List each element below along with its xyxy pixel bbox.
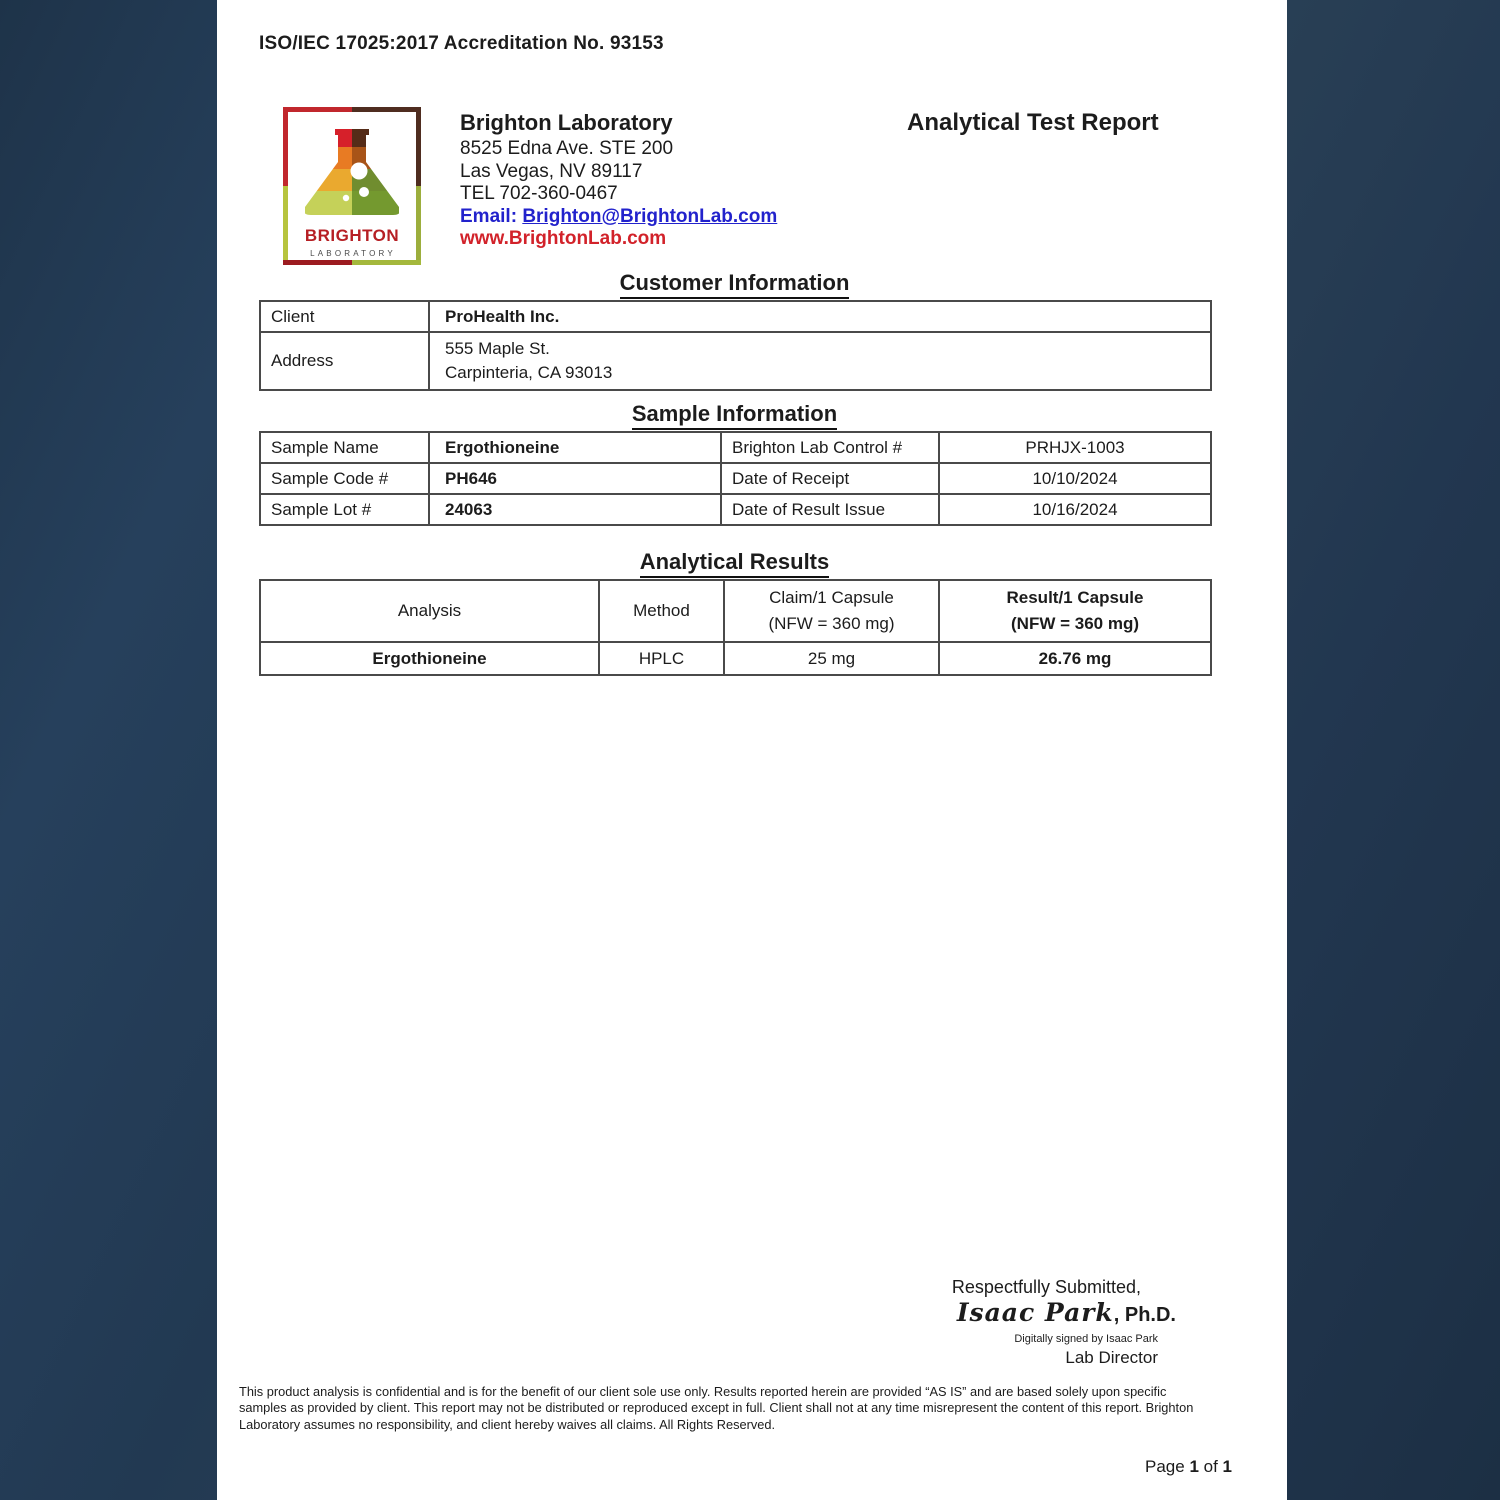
results-header-row: [260, 580, 1211, 642]
claim-header-line2: (NFW = 360 mg): [768, 614, 895, 633]
lab-address-line2: Las Vegas, NV 89117: [460, 160, 643, 182]
analysis-header: Analysis: [260, 580, 599, 642]
sample-name-label: Sample Name: [260, 432, 429, 463]
signature-name-line: [818, 1298, 1176, 1332]
lab-contact-block: [460, 110, 777, 251]
table-row: [260, 463, 1211, 494]
client-value: ProHealth Inc.: [429, 301, 1211, 332]
customer-info-table: [259, 300, 1212, 391]
table-row: [260, 432, 1211, 463]
sample-lot-label: Sample Lot #: [260, 494, 429, 525]
result-header-line1: Result/1 Capsule: [1006, 588, 1144, 607]
sample-code-label: Sample Code #: [260, 463, 429, 494]
claim-header: [724, 580, 939, 642]
submitted-text: Respectfully Submitted,: [951, 1277, 1141, 1297]
sample-code-value: PH646: [429, 463, 721, 494]
website-link[interactable]: www.BrightonLab.com: [460, 228, 667, 249]
report-page: [217, 0, 1287, 1500]
method-value: HPLC: [599, 642, 724, 675]
sample-name-value: Ergothioneine: [429, 432, 721, 463]
page-current: 1: [1189, 1457, 1199, 1476]
analytical-results-table: [259, 579, 1212, 676]
accreditation-header: ISO/IEC 17025:2017 Accreditation No. 93153: [259, 33, 664, 54]
claim-value: 25 mg: [724, 642, 939, 675]
address-value-line1: 555 Maple St.: [445, 339, 550, 358]
date-issue-label: Date of Result Issue: [721, 494, 939, 525]
lab-phone: TEL 702-360-0467: [460, 183, 618, 204]
date-issue-value: 10/16/2024: [939, 494, 1211, 525]
analysis-value: Ergothioneine: [260, 642, 599, 675]
lab-email-line: [460, 206, 777, 229]
lab-director-title: Lab Director: [1065, 1348, 1158, 1367]
client-label: Client: [260, 301, 429, 332]
digital-signature-note: Digitally signed by Isaac Park: [1014, 1333, 1158, 1345]
logo-sub-text: LABORATORY: [310, 249, 396, 258]
lab-control-label: Brighton Lab Control #: [721, 432, 939, 463]
table-row: [260, 332, 1211, 390]
signature-script: Isaac Park: [956, 1298, 1114, 1327]
sample-lot-value: 24063: [429, 494, 721, 525]
date-receipt-value: 10/10/2024: [939, 463, 1211, 494]
table-row: [260, 301, 1211, 332]
logo-brand-text: BRIGHTON: [304, 226, 400, 245]
date-receipt-label: Date of Receipt: [721, 463, 939, 494]
result-header-line2: (NFW = 360 mg): [1011, 614, 1139, 633]
brighton-lab-logo: [283, 107, 421, 265]
signature-credentials: , Ph.D.: [1113, 1304, 1176, 1326]
sample-info-title: Sample Information: [259, 401, 1210, 430]
report-title: Analytical Test Report: [907, 109, 1159, 136]
signature-block: [818, 1276, 1176, 1367]
lab-name: Brighton Laboratory: [460, 110, 673, 135]
customer-info-title: Customer Information: [259, 270, 1210, 299]
address-label: Address: [260, 332, 429, 390]
address-value-line2: Carpinteria, CA 93013: [445, 363, 613, 382]
lab-control-value: PRHJX-1003: [939, 432, 1211, 463]
email-link[interactable]: Brighton@BrightonLab.com: [522, 205, 778, 227]
page-total: 1: [1222, 1457, 1232, 1476]
analytical-results-title: Analytical Results: [259, 549, 1210, 578]
address-value: [429, 332, 1211, 390]
result-header: [939, 580, 1211, 642]
claim-header-line1: Claim/1 Capsule: [769, 588, 894, 607]
sample-info-table: [259, 431, 1212, 526]
results-data-row: [260, 642, 1211, 675]
page-number: [1145, 1457, 1232, 1477]
page-separator: of: [1198, 1457, 1223, 1476]
method-header: Method: [599, 580, 724, 642]
result-value: 26.76 mg: [939, 642, 1211, 675]
flask-icon: [283, 107, 421, 265]
email-label: Email:: [460, 205, 523, 227]
table-row: [260, 494, 1211, 525]
page-prefix: Page: [1145, 1457, 1190, 1476]
lab-address-line1: 8525 Edna Ave. STE 200: [460, 138, 674, 159]
disclaimer-text: This product analysis is confidential and is for the benefit of our client sole use only. Results reported herein are provided “AS IS” and are based solely upon specific samples as provided by client. This report may not be distributed or reproduced except in full. Client shall not at any time misrepresent the content of this report. Brighton Laboratory assumes no responsibility, and client hereby waives all claims. All Rights Reserved.: [239, 1384, 1194, 1432]
